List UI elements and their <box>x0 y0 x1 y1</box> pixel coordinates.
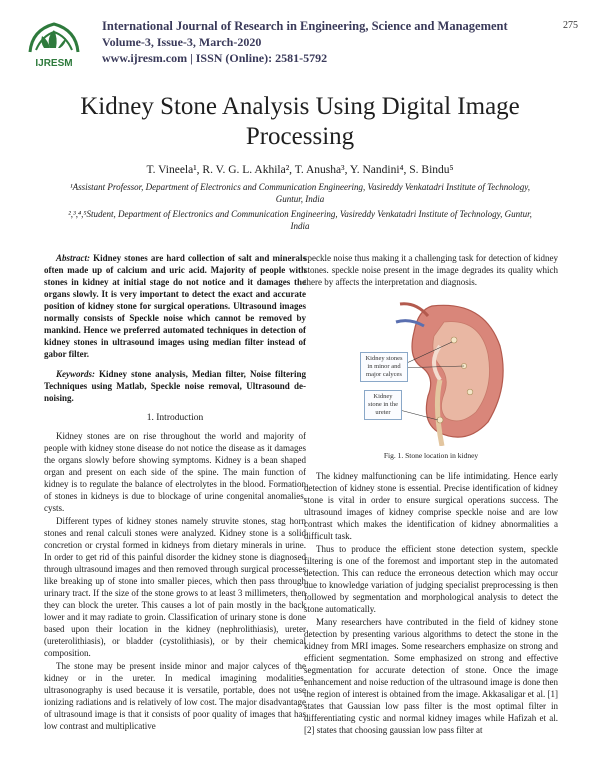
affiliation-2: ²,³,⁴,⁵Student, Department of Electronics and Communication Engineering, Vasireddy Venkatadri Institute of Technology, Guntur, India <box>68 209 532 231</box>
right-paragraph-2: Thus to produce the efficient stone detection system, speckle filtering is one of the foremost and important step in the automated detection. This can reduce the erroneous detection which may occur due to knowledge variation of judging specialist preprocessing is then followed by segmentation and morphological analysis to detect the stone automatically. <box>304 544 558 614</box>
journal-volume: Volume-3, Issue-3, March-2020 <box>102 35 262 49</box>
figure-caption: Fig. 1. Stone location in kidney <box>383 451 479 460</box>
section-heading-introduction: 1. Introduction <box>146 413 204 423</box>
ijresm-logo <box>22 18 86 70</box>
right-paragraph-3: Many researchers have contributed in the field of kidney stone detection by presenting various algorithms to detect the stone in the kidney from MRI images. Some researchers emphasize on strong and efficient segmentation. Some emphasized on strong and effective segmentation for accurate detection of stone. Once the image enhancement and noise reduction of the ultrasound image is done then the region of interest is obtained from the image. Akkasaligar et al. [1] states that Gaussian low pass filter is the most optimal filter in differentiating cystic and normal kidney images while Hafizah et al. [2] states that choosing gaussian low pass filter at <box>304 617 558 735</box>
kidney-illustration <box>304 296 558 446</box>
left-column <box>44 252 306 733</box>
intro-paragraph-1: Kidney stones are on rise throughout the world and majority of people with kidney stone disease do not notice the disease as it damages the organs slowly before showing symptoms. Kidney is a bean shaped organ and present on each side of the spine. The main function of kidney is to regulate the balance of electrolytes in the blood. Formation of stones in kidneys is due to blockage of urine congenital anomalies, cysts. <box>44 431 306 513</box>
abstract <box>44 252 306 360</box>
abstract-text: Kidney stones are hard collection of salt and minerals often made up of calcium and uric acid. Majority of people with stones in kidney at initial stage do not notice and it damages the organs slowly. It is very important to detect the exact and accurate position of kidney stone for surgical operations. Ultrasound images normally consists of Speckle noise which cannot be removed by mankind. Hence we preferred automated techniques in detection of kidney stones in ultrasound images using median filter instead of gabor filter. <box>44 253 306 359</box>
right-paragraph-1: The kidney malfunctioning can be life intimidating. Hence early detection of kidney stone is essential. Precise identification of kidney stone is vital in order to ensure surgical operations success. The ultrasound images of kidney comprise speckle noise and are low contrast which makes the identification of kidney abnormalities a difficult task. <box>304 471 558 541</box>
paper-title: Kidney Stone Analysis Using Digital Image Processing <box>80 93 520 150</box>
right-column <box>304 252 558 737</box>
journal-header <box>22 18 578 74</box>
page-number: 275 <box>563 20 578 31</box>
paper-authors: T. Vineela¹, R. V. G. L. Akhila², T. Anusha³, Y. Nandini⁴, S. Bindu⁵ <box>146 164 454 176</box>
figure-kidney <box>304 296 558 446</box>
keywords <box>44 368 306 404</box>
right-paragraph-0: speckle noise thus making it a challenging task for detection of kidney stones. speckle noise present in the image degrades its quality which there by affects the interpretation and diagnosis. <box>304 253 558 287</box>
figure-label-ureter: Kidney stone in the ureter <box>364 390 402 420</box>
keywords-lead: Keywords: <box>56 369 95 379</box>
journal-website[interactable]: www.ijresm.com | ISSN (Online): 2581-5792 <box>102 51 328 65</box>
keywords-text: Kidney stone analysis, Median filter, Noise filtering Techniques using Matlab, Speckle noise removal, Ultrasound de-noising. <box>44 369 306 403</box>
intro-paragraph-3: The stone may be present inside minor and major calyces of the kidney or in the ureter. In medical imagining modalities, ultrasonography is used because it is versatile, portable, does not use ionizing radiations and is relatively of low cost. The major disadvantage of ultrasound image is that it consists of poor quality of images that has low contrast and multiplicative <box>44 661 306 731</box>
abstract-lead: Abstract: <box>56 253 91 263</box>
logo-text: IJRESM <box>35 58 73 69</box>
intro-paragraph-2: Different types of kidney stones namely struvite stones, stag horn stones and renal calculi stones were analyzed. Kidney stone is a solid concretion or crystal formed in kidneys from dietary minerals in urine. In order to get rid of this painful disorder the kidney stone is diagnosed through ultrasound images and then removed through surgical processes like breaking up of stone into smaller pieces, which then pass through urinary tract. If the size of the stone grows to at least 3 millimeters, then they can block the ureter. This causes a lot of pain mostly in the back lower and it may radiate to groin. Classification of urinary stone is done based upon their location in the kidney (nephrolithiasis), ureter (ureterolithiasis), or bladder (cystolithiasis), or by their chemical composition. <box>44 516 306 658</box>
affiliation-1: ¹Assistant Professor, Department of Electronics and Communication Engineering, Vasireddy Venkatadri Institute of Technology, Guntur, India <box>69 182 531 204</box>
journal-info <box>102 18 522 66</box>
figure-label-calyces: Kidney stones in minor and major calyces <box>360 352 408 382</box>
journal-title: International Journal of Research in Engineering, Science and Management <box>102 19 508 33</box>
